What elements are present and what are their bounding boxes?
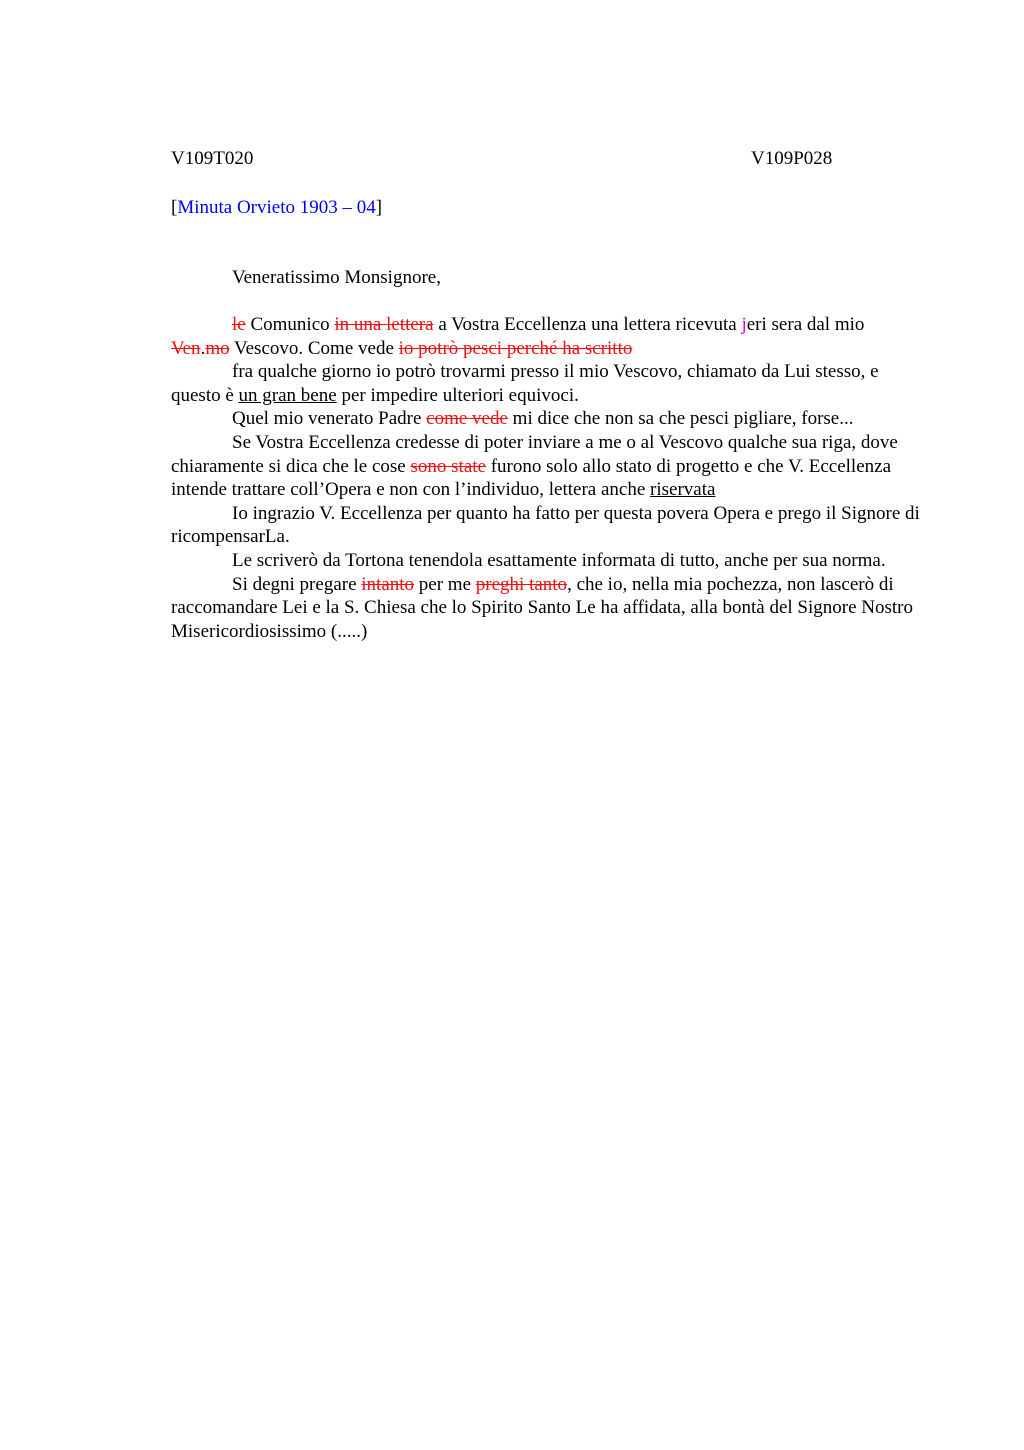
paragraph-text: . [200, 337, 206, 359]
salutation: Veneratissimo Monsignore, [232, 267, 441, 288]
document-code-right: V109P028 [751, 148, 833, 169]
deleted-text: io potrò pesci perché ha scritto [398, 337, 633, 359]
paragraph-text: , che io, nella mia pochezza, non lascerò di raccomandare Lei e la S. Chiesa che lo Spirito Santo Le ha affidata, alla bontà del Signore Nostro Misericordiosissimo (.....) [171, 573, 913, 642]
paragraph-text: mi dice che non sa che pesci pigliare, forse... [507, 408, 854, 430]
paragraph-text: Le scriverò da Tortona tenendola esattamente informata di tutto, anche per sua norma. [232, 549, 886, 571]
paragraph-text: Si degni pregare [232, 573, 362, 595]
paragraph-2 [171, 360, 927, 407]
source-close-bracket: ] [375, 197, 383, 218]
inserted-text: j [741, 314, 747, 335]
paragraph-1 [171, 313, 927, 360]
deleted-text: in una lettera [334, 314, 434, 335]
paragraph-text: Vescovo. Come vede [229, 337, 399, 359]
paragraph-3 [171, 407, 927, 431]
paragraph-7 [171, 573, 927, 644]
paragraph-text: fra qualche giorno io potrò trovarmi presso il mio Vescovo, chiamato da Lui stesso, e questo è [171, 361, 879, 406]
deleted-text: le [232, 314, 246, 335]
deleted-text: mo [205, 337, 230, 359]
paragraph-text: Quel mio venerato Padre [232, 408, 427, 430]
document-code-left: V109T020 [171, 148, 254, 169]
deleted-text: intanto [361, 573, 415, 595]
paragraph-text: Comunico [245, 314, 335, 335]
deleted-text: come vede [426, 408, 508, 430]
paragraph-text: eri sera dal mio [746, 314, 865, 335]
paragraph-text: furono solo allo stato di progetto e che V. Eccellenza intende trattare coll’Opera e non con l’individuo, lettera anche [171, 455, 892, 501]
underlined-text: un gran bene [238, 384, 337, 406]
paragraph-4 [171, 431, 927, 502]
deleted-text: preghi tanto [475, 573, 568, 595]
paragraph-6 [171, 549, 927, 573]
source-reference [171, 196, 382, 220]
paragraph-5 [171, 502, 927, 549]
source-open-bracket: [ [171, 197, 178, 218]
paragraph-text: Io ingrazio V. Eccellenza per quanto ha fatto per questa povera Opera e prego il Signore di ricompensarLa. [171, 502, 920, 548]
deleted-text: sono state [410, 455, 486, 477]
underlined-text: riservata [650, 479, 716, 501]
deleted-text: Ven [171, 337, 201, 359]
paragraph-text: a Vostra Eccellenza una lettera ricevuta [433, 314, 742, 335]
paragraph-text: per impedire ulteriori equivoci. [336, 384, 579, 406]
paragraph-text: per me [414, 573, 476, 595]
letter-body [171, 313, 927, 643]
source-label: Minuta Orvieto 1903 – 04 [177, 197, 376, 218]
paragraph-text: Se Vostra Eccellenza credesse di poter inviare a me o al Vescovo qualche sua riga, dove chiaramente si dica che le cose [171, 431, 898, 477]
